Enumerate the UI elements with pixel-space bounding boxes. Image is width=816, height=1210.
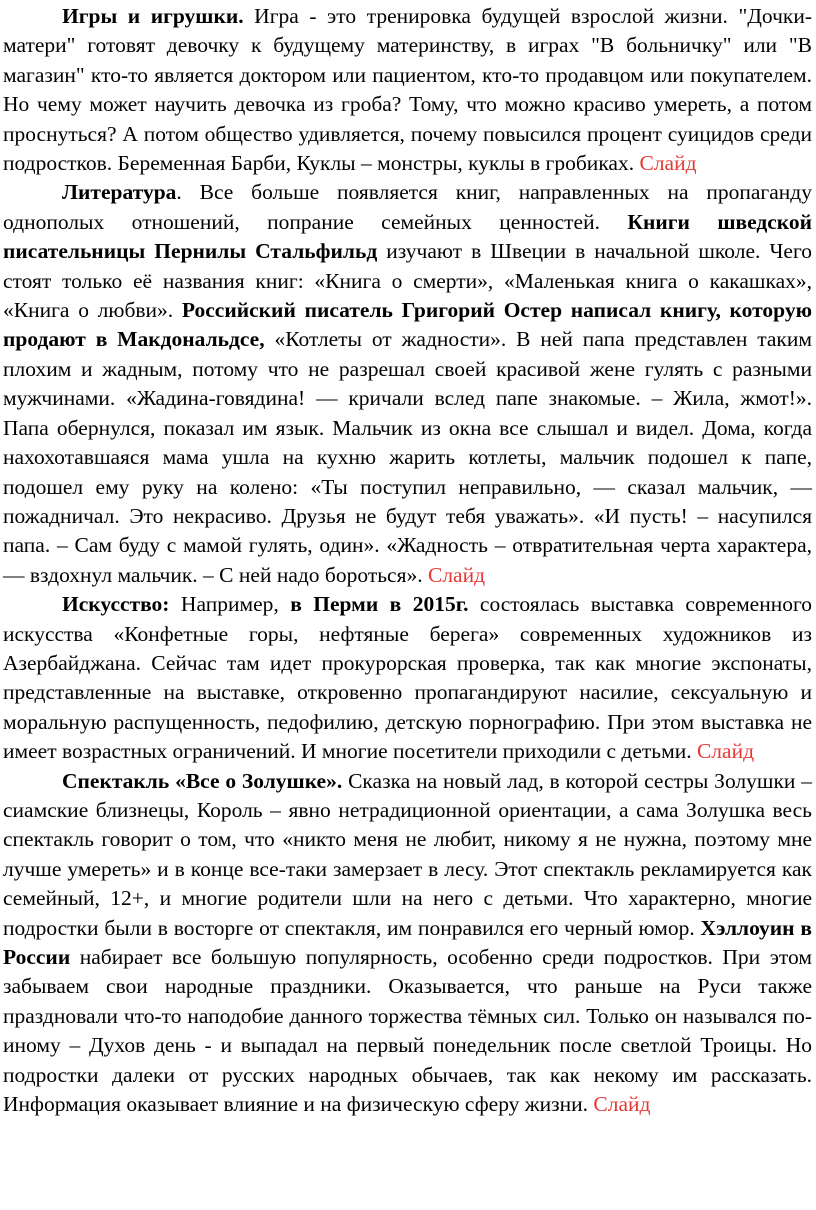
text-literature-3: «Котлеты от жадности». В ней папа представлен таким плохим и жадным, потому что не разрешал своей красивой жене гулять с разными мужчинами. «Жадина-говядина! — кричали вслед папе знакомые. – Жила, жмот!». Папа обернулся, показал им язык. Мальчик из окна все слышал и видел. Дома, когда нахохотавшаяся мама ушла на кухню жарить котлеты, мальчик подошел к папе, подошел ему руку на колено: «Ты поступил неправильно, — сказал мальчик, — пожадничал. Это некрасиво. Друзья не будут тебя уважать». «И пусть! – насупился папа. – Сам буду с мамой гулять, один». «Жадность – отвратительная черта характера, — вздохнул мальчик. – С ней надо бороться». <box>3 327 812 587</box>
heading-play: Спектакль «Все о Золушке». <box>62 768 343 793</box>
paragraph-toys <box>3 2 812 178</box>
slide-link[interactable]: Слайд <box>427 562 486 587</box>
slide-link[interactable]: Слайд <box>639 151 697 176</box>
bold-play-1: Хэллоуин в России <box>3 915 812 969</box>
slide-link[interactable]: Слайд <box>696 739 755 764</box>
text-play-1: Сказка на новый лад, в которой сестры Золушки – сиамские близнецы, Король – явно нетрадиционной ориентации, а сама Золушка весь спектакль говорит о том, что «никто меня не любит, никому я не нужна, поэтому мне лучше умереть» и в конце все-таки замерзает в лесу. Этот спектакль рекламируется как семейный, 12+, и многие родители шли на него с детьми. Что характерно, многие подростки были в восторге от спектакля, им понравился его черный юмор. <box>3 768 812 940</box>
paragraph-literature <box>3 178 812 590</box>
bold-literature-2: Российский писатель Григорий Остер написал книгу, которую продают в Макдональдсе, <box>3 298 813 352</box>
text-literature-1: . Все больше появляется книг, направленных на пропаганду однополых отношений, попрание семейных ценностей. <box>3 180 812 234</box>
text-toys-1: Игра - это тренировка будущей взрослой жизни. "Дочки-матери" готовят девочку к будущему материнству, в играх "В больничку" или "В магазин" кто-то является доктором или пациентом, кто-то продавцом или покупателем. Но чему может научить девочка из гроба? Тому, что можно красиво умереть, а потом проснуться? А потом общество удивляется, почему повысился процент суицидов среди подростков. Беременная Барби, Куклы – монстры, куклы в гробиках. <box>3 4 813 176</box>
text-art-1: Например, <box>169 592 291 617</box>
text-art-2: состоялась выставка современного искусства «Конфетные горы, нефтяные берега» современных художников из Азербайджана. Сейчас там идет прокурорская проверка, так как многие экспонаты, представленные на выставке, откровенно пропагандируют насилие, сексуальную и моральную распущенность, педофилию, детскую порнографию. При этом выставка не имеет возрастных ограничений. И многие посетители приходили с детьми. <box>3 592 813 764</box>
heading-art: Искусство: <box>62 592 170 617</box>
heading-literature: Литература <box>62 180 177 205</box>
slide-link[interactable]: Слайд <box>593 1092 651 1117</box>
paragraph-art <box>3 590 812 766</box>
text-literature-2: изучают в Швеции в начальной школе. Чего стоят только её названия книг: «Книга о смерти», «Маленькая книга о какашках», «Книга о любви». <box>3 239 812 323</box>
bold-art-1: в Перми в 2015г. <box>290 592 469 617</box>
bold-literature-1: Книги шведской писательницы Пернилы Стальфильд <box>3 209 812 264</box>
heading-toys: Игры и игрушки. <box>62 4 244 28</box>
paragraph-play <box>3 767 812 1120</box>
text-play-2: набирает все большую популярность, особенно среди подростков. При этом забываем свои народные праздники. Оказывается, что раньше на Руси также праздновали что-то наподобие данного торжества тёмных сил. Только он назывался по-иному – Духов день - и выпадал на первый понедельник после светлой Троицы. Но подростки далеки от русских народных обычаев, так как некому им рассказать. Информация оказывает влияние и на физическую сферу жизни. <box>3 945 812 1117</box>
